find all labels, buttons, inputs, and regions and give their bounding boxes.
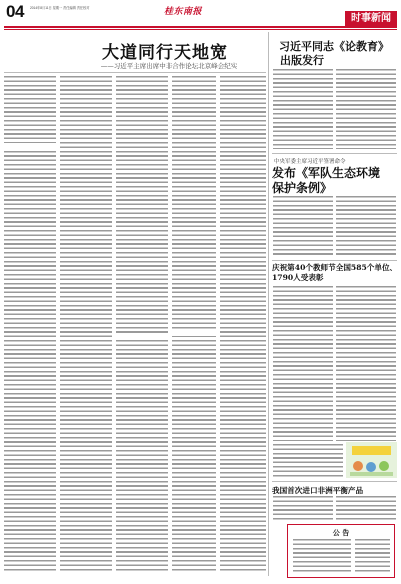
right-top-body-1 — [273, 69, 333, 149]
bottom-article-headline: 我国首次进口非洲平衡产品 — [272, 486, 364, 495]
right-mid-kicker: 中央军委主席习近平签署命令 — [274, 159, 346, 165]
right-lower-body-2 — [336, 286, 396, 441]
right-mid-body-2 — [336, 196, 396, 256]
right-mid-body-1 — [273, 196, 333, 256]
main-body-col-4 — [172, 76, 216, 571]
right-lower-body-1 — [273, 286, 333, 441]
right-divider-2 — [272, 260, 397, 261]
main-body-col-5 — [220, 76, 266, 571]
bottom-article-body-2 — [336, 496, 396, 522]
newspaper-logo: 桂东南报 — [164, 6, 203, 16]
illustration-icon — [346, 442, 397, 478]
right-top-headline-2: 出版发行 — [280, 54, 324, 67]
right-mid-headline-1: 发布《军队生态环境 — [272, 166, 381, 180]
main-subheadline: ——习近平主席出席中非合作论坛北京峰会纪实 — [100, 62, 238, 70]
page-number: 04 — [6, 2, 24, 21]
main-sub-rule — [4, 72, 266, 73]
right-mid-headline-2: 保护条例》 — [272, 181, 333, 195]
header-rule-thin — [4, 29, 397, 30]
bottom-article-body-1 — [273, 496, 333, 522]
sub-heading — [4, 143, 56, 149]
illustration-image — [346, 442, 397, 478]
column-divider — [268, 32, 269, 576]
notice-body-right — [355, 539, 390, 573]
date-line: 2014年8月11日 星期一 责任编辑 责任校对 — [30, 6, 90, 10]
sub-heading — [116, 333, 168, 339]
main-body-col-3 — [116, 76, 168, 571]
header-rule — [4, 26, 397, 28]
main-body-col-2 — [60, 76, 112, 571]
section-label: 时事新闻 — [345, 11, 397, 26]
right-top-headline-1: 习近平同志《论教育》 — [279, 40, 389, 53]
notice-box — [287, 524, 395, 578]
main-body-col-1 — [4, 76, 56, 571]
sub-heading — [172, 330, 216, 336]
right-divider-3 — [272, 481, 397, 482]
notice-title: 公 告 — [332, 528, 350, 537]
right-top-body-2 — [336, 69, 396, 149]
main-headline: 大道同行天地宽 — [102, 43, 228, 62]
right-lower-headline: 庆祝第40个教师节全国585个单位、1790人受表彰 — [272, 263, 398, 282]
notice-body — [293, 539, 351, 573]
right-lower-body-3 — [273, 444, 343, 478]
right-divider-1 — [272, 153, 397, 154]
